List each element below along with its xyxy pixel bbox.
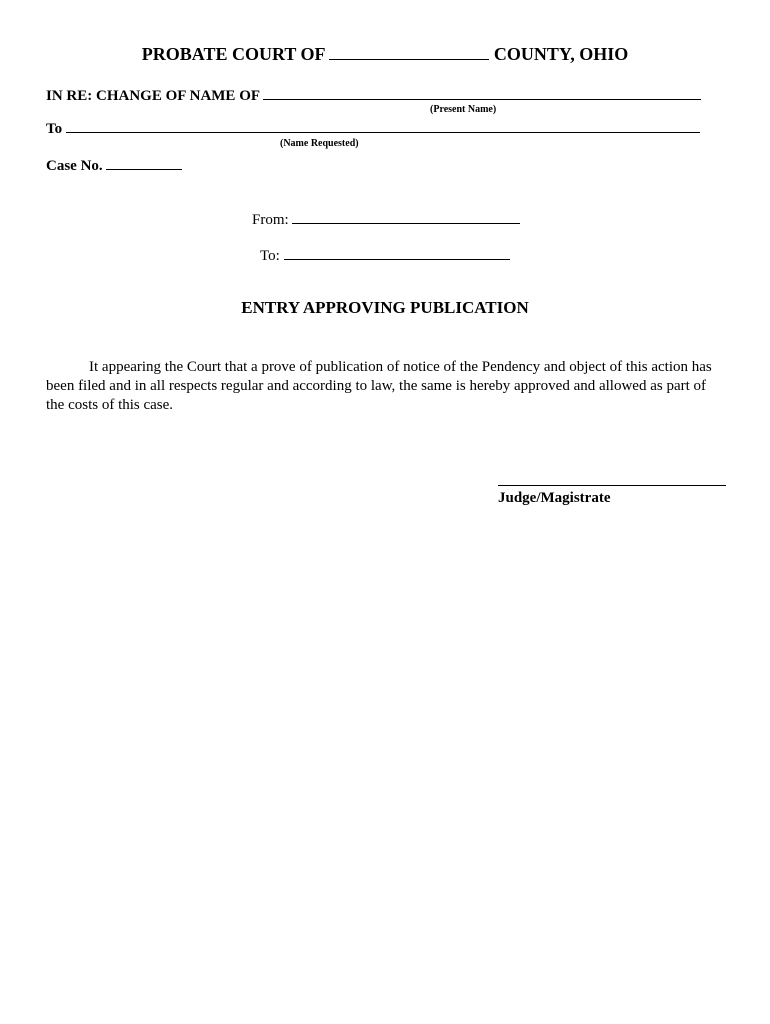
entry-heading: ENTRY APPROVING PUBLICATION [241,298,529,317]
from-row [252,209,520,229]
from-field[interactable] [292,209,520,224]
case-no-field[interactable] [106,155,182,170]
to-row [46,118,700,138]
name-requested-caption: (Name Requested) [280,138,359,149]
in-re-label: IN RE: CHANGE OF NAME OF [46,88,260,104]
entry-body-text: It appearing the Court that a prove of publication of notice of the Pendency and object of this action has been filed and in all respects regular and according to law, the same is hereby approved and allowed as part of the costs of this case. [46,359,712,413]
from-label: From: [252,212,289,228]
present-name-field[interactable] [263,85,701,100]
court-title [0,44,770,65]
to-label: To [46,121,63,137]
county-name-field[interactable] [329,45,489,60]
case-no-row [46,155,182,175]
present-name-caption: (Present Name) [430,104,497,115]
judge-magistrate-label: Judge/Magistrate [498,490,611,506]
court-title-suffix: COUNTY, OHIO [493,44,629,64]
name-requested-field[interactable] [66,118,700,133]
to-name-label: To: [260,248,280,264]
court-title-prefix: PROBATE COURT OF [141,44,325,64]
to-name-row [260,245,510,265]
signature-line[interactable] [498,485,726,486]
case-no-label: Case No. [46,158,103,174]
in-re-row [46,85,701,105]
to-name-field[interactable] [284,245,510,260]
